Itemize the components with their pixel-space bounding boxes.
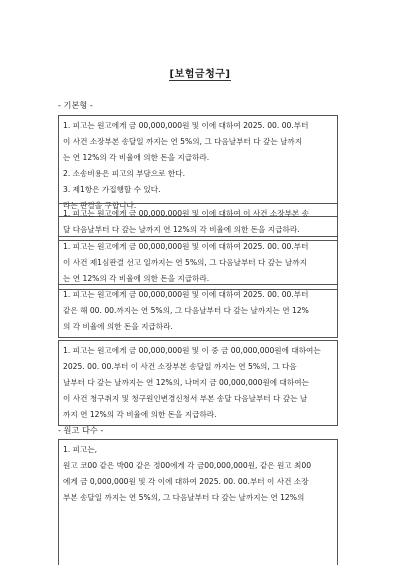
claim-line: 는 연 12%의 각 비율에 의한 돈을 지급하라. (63, 274, 210, 283)
section-heading-multiple-plaintiffs: - 원고 다수 - (58, 425, 104, 435)
claim-line: 날부터 다 갚는 날까지는 연 12%의, 나머지 금 00,000,000원에 대하여는 (63, 378, 309, 387)
claim-line: 이 사건 제1심판결 선고 일까지는 연 5%의, 그 다음날부터 다 갚는 날까지 (63, 258, 307, 267)
claim-line: 원고 코00 같은 박00 같은 정00에게 각 금00,000,000원, 같은 원고 최00 (63, 461, 312, 470)
title-wrap (0, 62, 400, 81)
claim-line: 이 사건 소장부본 송달일 까지는 연 5%의, 그 다음날부터 다 갚는 날까지 (63, 137, 303, 146)
claim-line: 2025. 00. 00.부터 이 사건 소장부본 송달일 까지는 연 5%의, 그 다음 (63, 362, 297, 371)
document-title: [보험금청구] (169, 65, 232, 81)
claim-box-partial-amount (58, 340, 338, 426)
claim-line: 까지 연 12%의 각 비율에 의한 돈을 지급하라. (63, 410, 217, 419)
claim-line: 1. 피고는 원고에게 금 00,000,000원 및 이에 대하여 2025. 00. 00.부터 (63, 242, 309, 251)
claim-line: 1. 피고는 원고에게 금 00,000,000원 및 이에 대하여 이 사건 소장부본 송 (63, 209, 309, 218)
claim-line: 1. 피고는, (63, 445, 98, 454)
claim-line: 의 각 비율에 의한 돈을 지급하라. (63, 322, 173, 331)
claim-box-first-instance (58, 236, 338, 290)
claim-line: 이 사건 청구취지 및 청구원인변경신청서 부본 송달 다음날부터 다 갚는 날 (63, 394, 308, 403)
claim-line: 달 다음날부터 다 갚는 날까지 연 12%의 각 비율에 의한 돈을 지급하라. (63, 225, 300, 234)
section-heading-basic: - 기본형 - (58, 100, 93, 110)
claim-box-multiple-plaintiffs (58, 439, 338, 565)
claim-line: 2. 소송비용은 피고의 부담으로 한다. (63, 169, 186, 178)
claim-line: 에게 금 0,000,000원 및 각 이에 대하여 2025. 00. 00.부터 이 사건 소장 (63, 477, 309, 486)
claim-line: 1. 피고는 원고에게 금 00,000,000원 및 이에 대하여 2025. 00. 00.부터 (63, 290, 309, 299)
claim-box-basic (58, 115, 338, 217)
claim-line: 1. 피고는 원고에게 금 00,000,000원 및 이 중 금 00,000,000원에 대하여는 (63, 346, 321, 355)
claim-line: 3. 제1항은 가집행할 수 있다. (63, 185, 161, 194)
claim-line: 라는 판결을 구합니다. (63, 201, 137, 210)
claim-box-fixed-period (58, 284, 338, 338)
claim-line: 1. 피고는 원고에게 금 00,000,000원 및 이에 대하여 2025. 00. 00.부터 (63, 121, 309, 130)
claim-line: 같은 해 00. 00.까지는 연 5%의, 그 다음날부터 다 갚는 날까지는 연 12% (63, 306, 309, 315)
claim-line: 부본 송달일 까지는 연 5%의, 그 다음날부터 다 갚는 날까지는 연 12%의 (63, 493, 305, 502)
claim-line: 는 연 12%의 각 비율에 의한 돈을 지급하라. (63, 153, 210, 162)
